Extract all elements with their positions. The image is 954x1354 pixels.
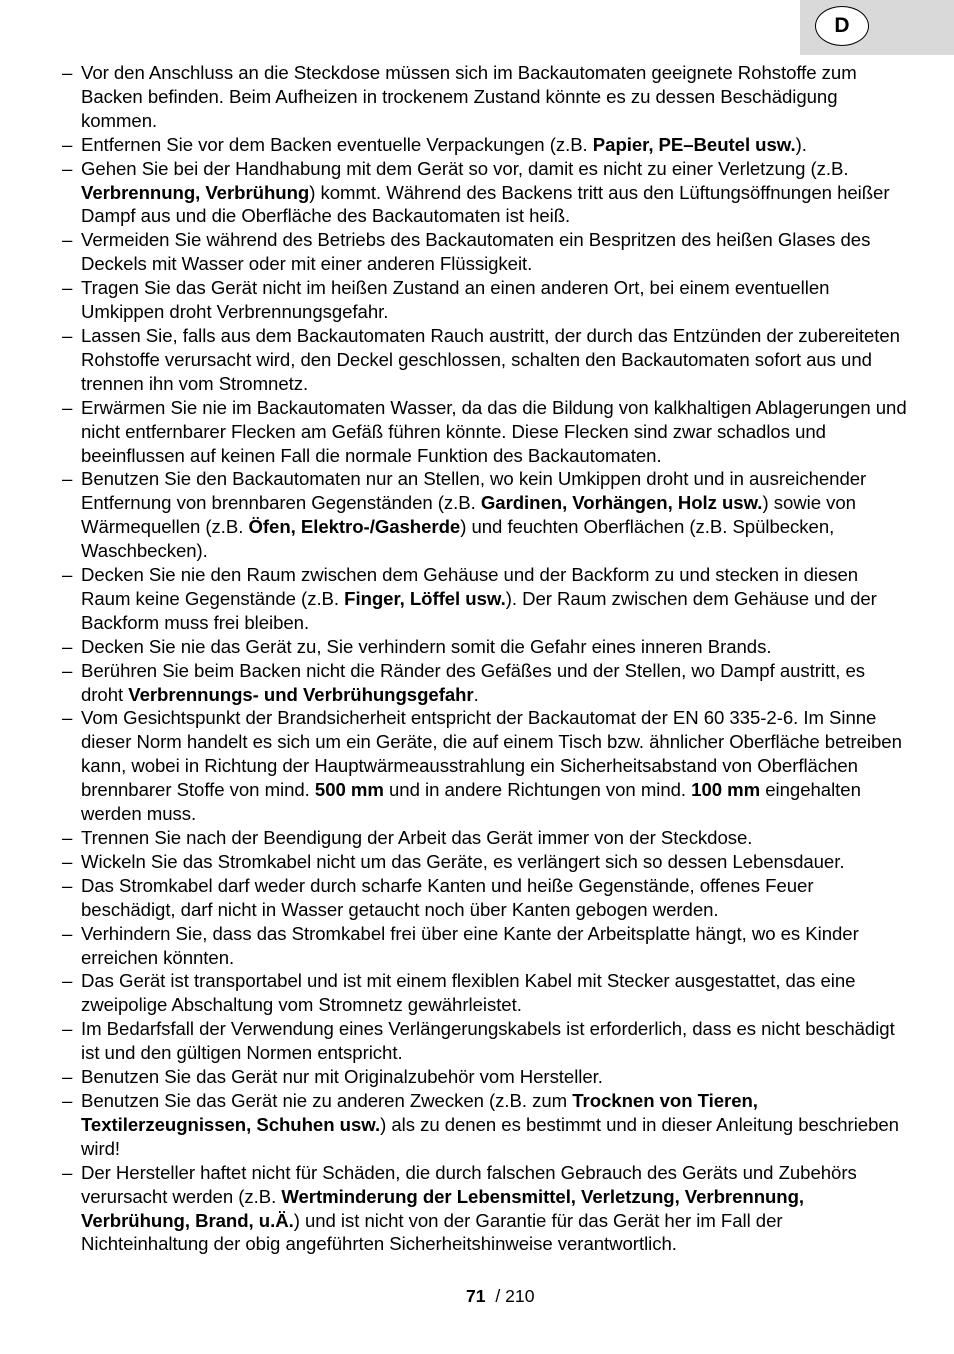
instruction-item: – Der Hersteller haftet nicht für Schäden, die durch falschen Gebrauch des Geräts und Zubehörs verursacht werden (z.B. Wertminderung der Lebensmittel, Verletzung, Verbrennung, Verbrühung, Brand, u.Ä.) und ist nicht von der Garantie für das Gerät her im Fall der Nichteinhaltung der obig angeführten Sicherheitshinweise verantwortlich. [62, 1161, 912, 1257]
instruction-item: – Im Bedarfsfall der Verwendung eines Verlängerungskabels ist erforderlich, dass es nicht beschädigt ist und den gültigen Normen entspricht. [62, 1017, 912, 1065]
emphasis-text: 100 mm [691, 779, 761, 801]
instruction-item: – Das Gerät ist transportabel und ist mit einem flexiblen Kabel mit Stecker ausgestattet, das eine zweipolige Abschaltung vom Stromnetz gewährleistet. [62, 969, 912, 1017]
instruction-item: – Berühren Sie beim Backen nicht die Ränder des Gefäßes und der Stellen, wo Dampf austritt, es droht Verbrennungs- und Verbrühungsgefahr. [62, 659, 912, 707]
emphasis-text: Papier, PE–Beutel usw. [592, 133, 796, 155]
emphasis-text: 500 mm [314, 779, 384, 801]
instruction-item: – Wickeln Sie das Stromkabel nicht um das Geräte, es verlängert sich so dessen Lebensdauer. [62, 850, 912, 874]
instruction-item: – Benutzen Sie den Backautomaten nur an Stellen, wo kein Umkippen droht und in ausreichender Entfernung von brennbaren Gegenständen (z.B. Gardinen, Vorhängen, Holz usw.) sowie von Wärmequellen (z.B. Öfen, Elektro-/Gasherde) und feuchten Oberflächen (z.B. Spülbecken, Waschbecken). [62, 467, 912, 563]
total-pages: / 210 [495, 1286, 535, 1306]
instruction-item: – Vom Gesichtspunkt der Brandsicherheit entspricht der Backautomat der EN 60 335-2-6. Im Sinne dieser Norm handelt es sich um ein Geräte, die auf einem Tisch bzw. ähnlicher Oberfläche betreiben kann, wobei in Richtung der Hauptwärmeausstrahlung ein Sicherheitsabstand von Oberflächen brennbarer Stoffe von mind. 500 mm und in andere Richtungen von mind. 100 mm eingehalten werden muss. [62, 706, 912, 826]
language-tab [800, 0, 954, 55]
instruction-item: – Benutzen Sie das Gerät nie zu anderen Zwecken (z.B. zum Trocknen von Tieren, Textilerzeugnissen, Schuhen usw.) als zu denen es bestimmt und in dieser Anleitung beschrieben wird! [62, 1089, 912, 1161]
emphasis-text: Trocknen von Tieren, Textilerzeugnissen, Schuhen usw. [81, 1089, 758, 1135]
instruction-item: – Benutzen Sie das Gerät nur mit Originalzubehör vom Hersteller. [62, 1065, 912, 1089]
instruction-item: – Das Stromkabel darf weder durch scharfe Kanten und heiße Gegenstände, offenes Feuer beschädigt, darf nicht in Wasser getaucht noch über Kanten gebogen werden. [62, 874, 912, 922]
instruction-item: – Verhindern Sie, dass das Stromkabel frei über eine Kante der Arbeitsplatte hängt, wo es Kinder erreichen könnten. [62, 922, 912, 970]
emphasis-text: Verbrennungs- und Verbrühungsgefahr [128, 683, 474, 705]
current-page-number: 71 [466, 1286, 486, 1306]
page-number [466, 1286, 535, 1307]
instruction-item: – Erwärmen Sie nie im Backautomaten Wasser, da das die Bildung von kalkhaltigen Ablagerungen und nicht entfernbarer Flecken am Gefäß führen könnte. Diese Flecken sind zwar schadlos und beeinflussen auf keinen Fall die normale Funktion des Backautomaten. [62, 396, 912, 468]
instruction-item: – Vor den Anschluss an die Steckdose müssen sich im Backautomaten geeignete Rohstoffe zum Backen befinden. Beim Aufheizen in trockenem Zustand könnte es zu dessen Beschädigung kommen. [62, 61, 912, 133]
instruction-item: – Trennen Sie nach der Beendigung der Arbeit das Gerät immer von der Steckdose. [62, 826, 912, 850]
emphasis-text: Öfen, Elektro-/Gasherde [248, 516, 461, 538]
instruction-item: – Tragen Sie das Gerät nicht im heißen Zustand an einen anderen Ort, bei einem eventuellen Umkippen droht Verbrennungsgefahr. [62, 276, 912, 324]
instruction-item: – Decken Sie nie den Raum zwischen dem Gehäuse und der Backform zu und stecken in diesen Raum keine Gegenstände (z.B. Finger, Löffel usw.). Der Raum zwischen dem Gehäuse und der Backform muss frei bleiben. [62, 563, 912, 635]
safety-instructions-list [62, 61, 912, 1256]
language-badge: D [815, 6, 869, 46]
instruction-item: – Gehen Sie bei der Handhabung mit dem Gerät so vor, damit es nicht zu einer Verletzung (z.B. Verbrennung, Verbrühung) kommt. Während des Backens tritt aus den Lüftungsöffnungen heißer Dampf aus und die Oberfläche des Backautomaten ist heiß. [62, 157, 912, 229]
instruction-item: – Decken Sie nie das Gerät zu, Sie verhindern somit die Gefahr eines inneren Brands. [62, 635, 912, 659]
instruction-item: – Lassen Sie, falls aus dem Backautomaten Rauch austritt, der durch das Entzünden der zubereiteten Rohstoffe verursacht wird, den Deckel geschlossen, schalten den Backautomaten sofort aus und trennen ihn vom Stromnetz. [62, 324, 912, 396]
emphasis-text: Verbrennung, Verbrühung [81, 181, 310, 203]
instruction-item: – Entfernen Sie vor dem Backen eventuelle Verpackungen (z.B. Papier, PE–Beutel usw.). [62, 133, 912, 157]
instruction-item: – Vermeiden Sie während des Betriebs des Backautomaten ein Bespritzen des heißen Glases des Deckels mit Wasser oder mit einer anderen Flüssigkeit. [62, 228, 912, 276]
emphasis-text: Finger, Löffel usw. [344, 587, 506, 609]
emphasis-text: Gardinen, Vorhängen, Holz usw. [480, 492, 763, 514]
emphasis-text: Wertminderung der Lebensmittel, Verletzung, Verbrennung, Verbrühung, Brand, u.Ä. [81, 1185, 805, 1231]
